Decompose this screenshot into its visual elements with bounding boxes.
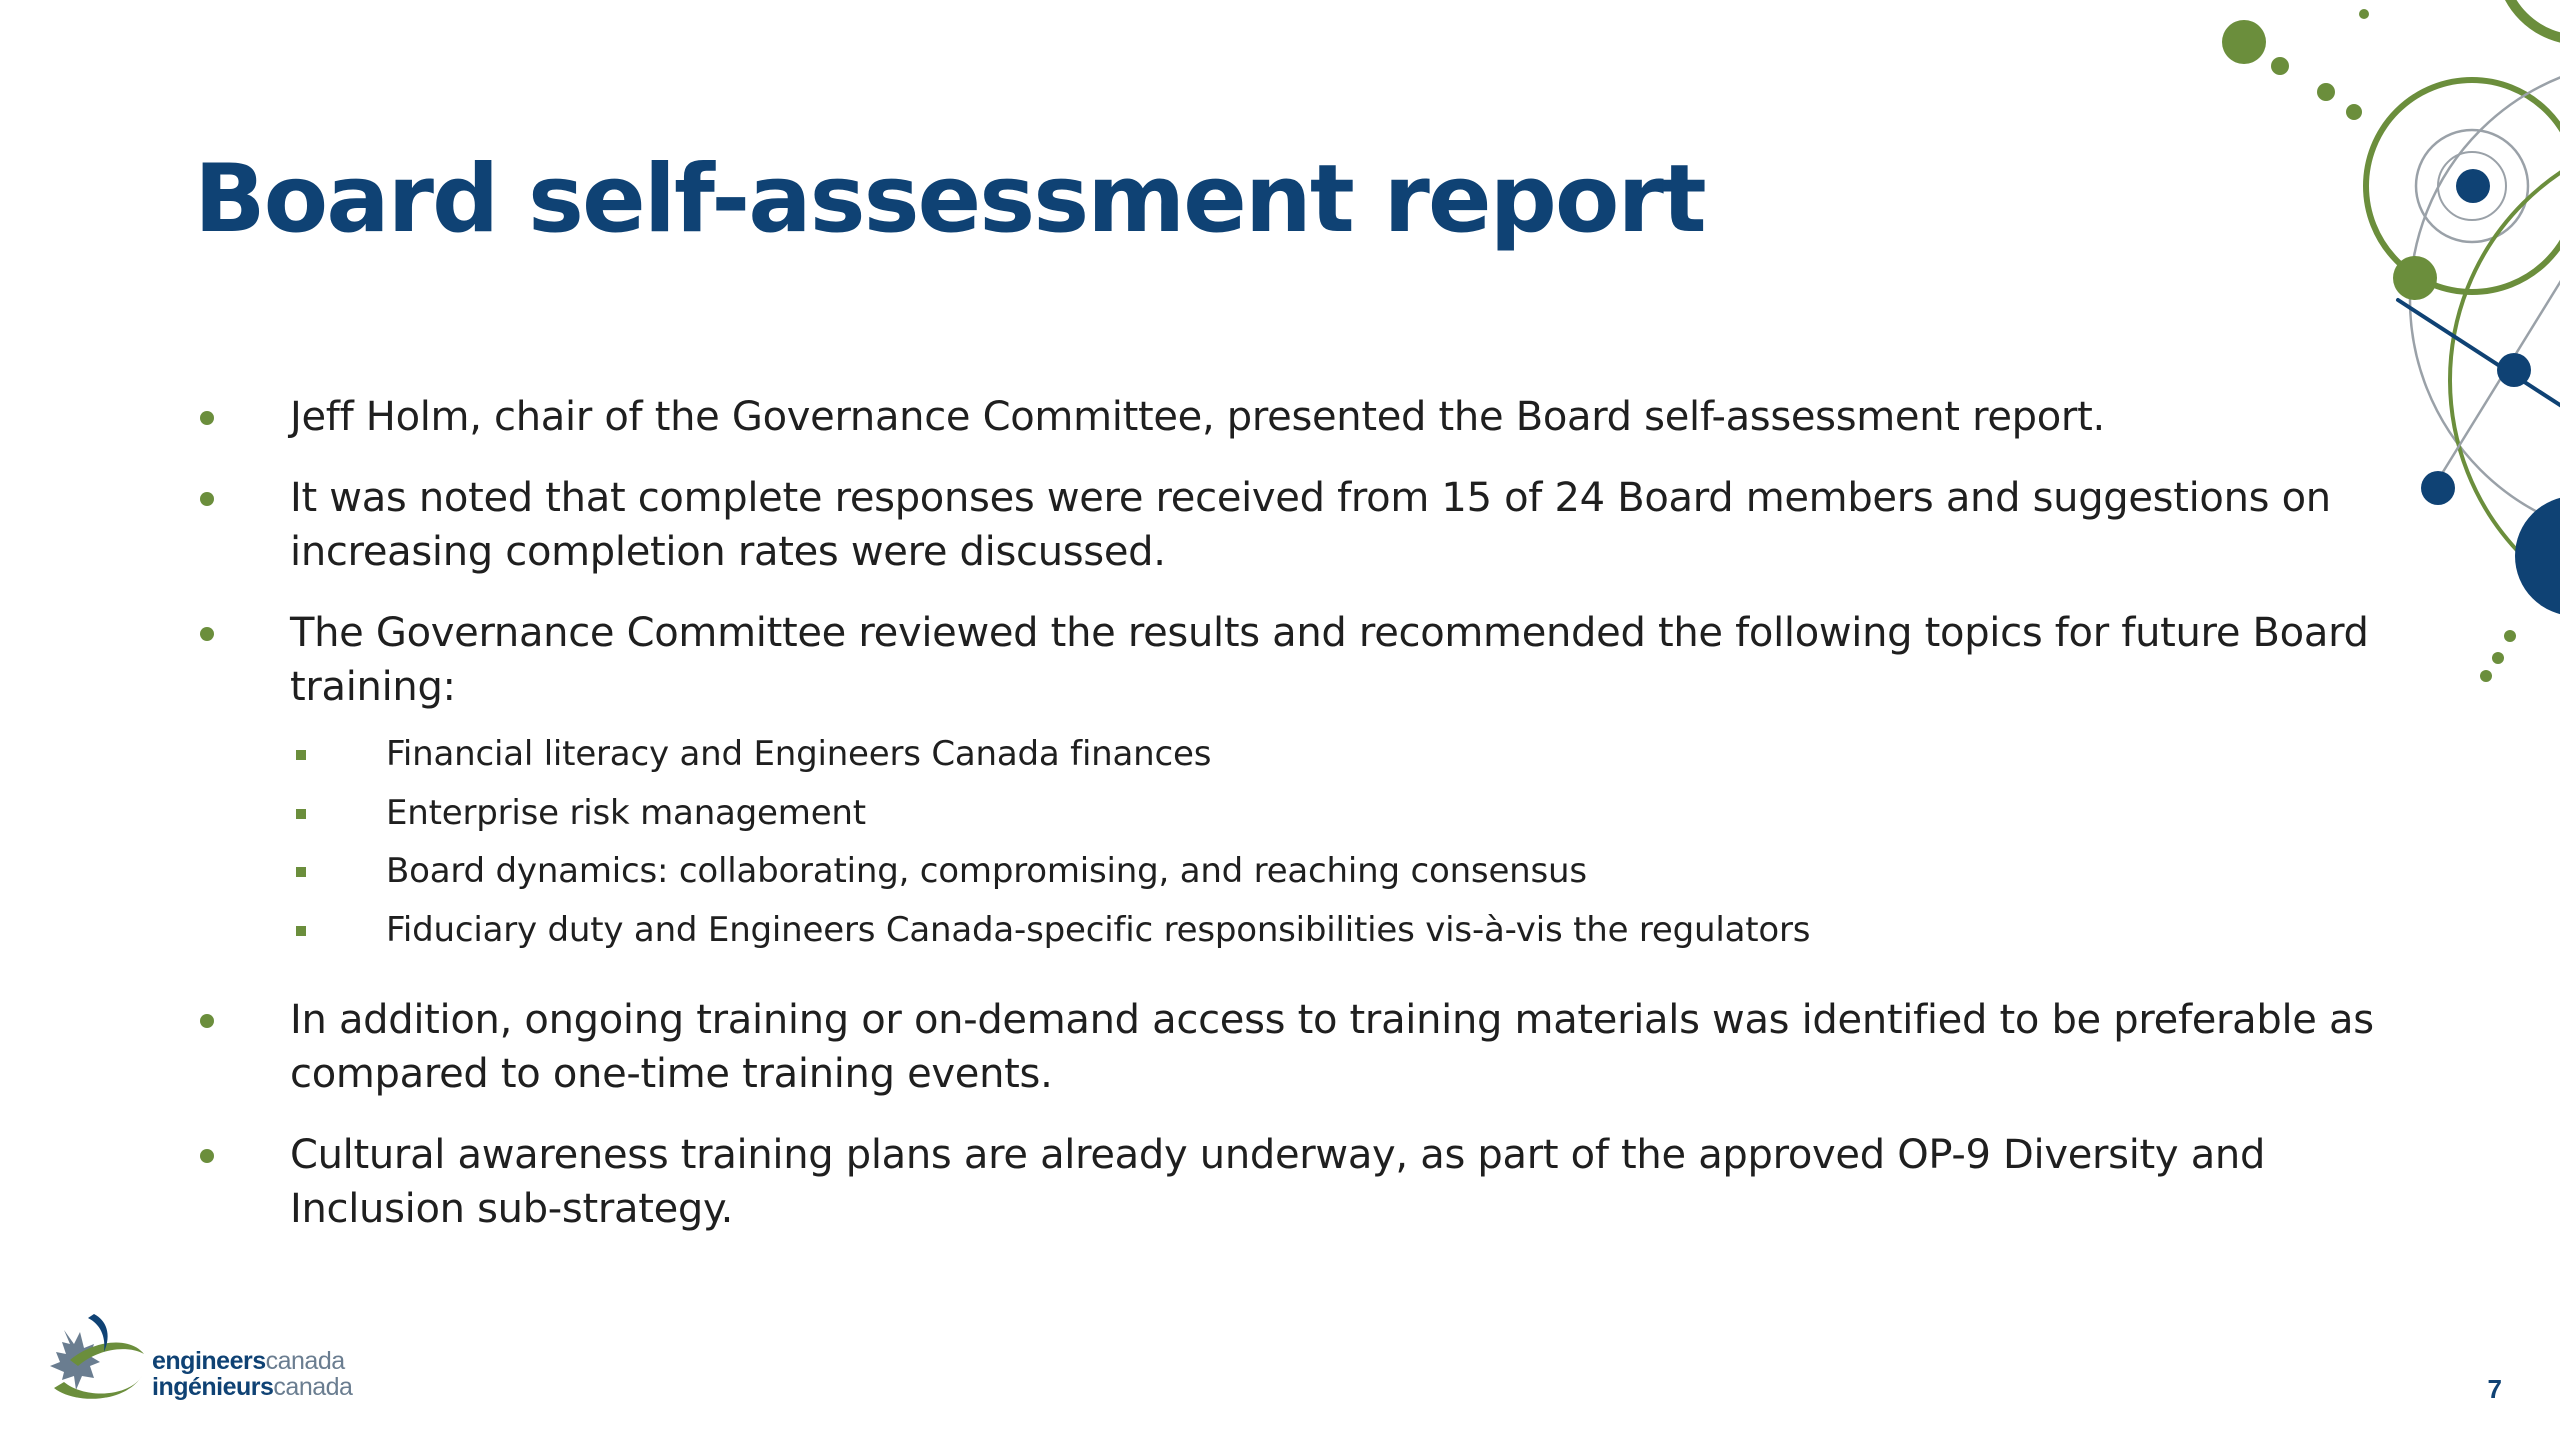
slide-title: Board self-assessment report	[194, 145, 1705, 254]
bullet-dot	[200, 411, 214, 425]
bullet-text: The Governance Committee reviewed the results and recommended the following topics for future Board training:	[290, 610, 2369, 710]
bullet-dot	[200, 1014, 214, 1028]
sub-bullet-text: Financial literacy and Engineers Canada finances	[386, 734, 1212, 774]
bullet-item	[194, 993, 2394, 1101]
logo-line-french	[152, 1374, 352, 1400]
logo-ingenieurs-text: ingénieurs	[152, 1373, 274, 1401]
engineers-canada-logo	[34, 1300, 374, 1420]
sub-bullet-item	[194, 784, 2394, 843]
bullet-item	[194, 390, 2394, 444]
logo-line-english	[152, 1348, 352, 1374]
sub-bullet-item	[194, 725, 2394, 784]
bullet-dot	[200, 1149, 214, 1163]
bullet-dot	[200, 492, 214, 506]
sub-bullet-item	[194, 842, 2394, 901]
bullet-item	[194, 471, 2394, 579]
maple-leaf-swoosh-icon	[34, 1300, 154, 1420]
sub-bullet-text: Fiduciary duty and Engineers Canada-specific responsibilities vis-à-vis the regulators	[386, 909, 1811, 950]
sub-bullet-square	[296, 867, 306, 877]
sub-bullet-list	[194, 725, 2394, 959]
bullet-text: Cultural awareness training plans are already underway, as part of the approved OP-9 Diversity and Inclusion sub-strategy.	[290, 1132, 2266, 1232]
bullet-text: It was noted that complete responses were received from 15 of 24 Board members and suggestions on increasing completion rates were discussed.	[290, 475, 2331, 575]
logo-canada-text: canada	[265, 1347, 345, 1375]
bullet-text: Jeff Holm, chair of the Governance Committee, presented the Board self-assessment report.	[290, 394, 2105, 440]
sub-bullet-item	[194, 901, 2394, 960]
bullet-item	[194, 1128, 2394, 1236]
bullet-item	[194, 606, 2394, 714]
page-number: 7	[2487, 1374, 2502, 1404]
sub-bullet-text: Enterprise risk management	[386, 792, 866, 833]
logo-wordmark	[152, 1348, 352, 1400]
bullet-text: In addition, ongoing training or on-demand access to training materials was identified to be preferable as compared to one-time training events.	[290, 997, 2374, 1097]
sub-bullet-square	[296, 926, 306, 936]
bullet-list	[194, 390, 2394, 1263]
sub-bullet-text: Board dynamics: collaborating, compromising, and reaching consensus	[386, 851, 1587, 891]
sub-bullet-square	[296, 750, 306, 760]
logo-canada-text-fr: canada	[273, 1373, 353, 1401]
sub-bullet-square	[296, 809, 306, 819]
logo-engineers-text: engineers	[152, 1347, 266, 1375]
bullet-dot	[200, 627, 214, 641]
